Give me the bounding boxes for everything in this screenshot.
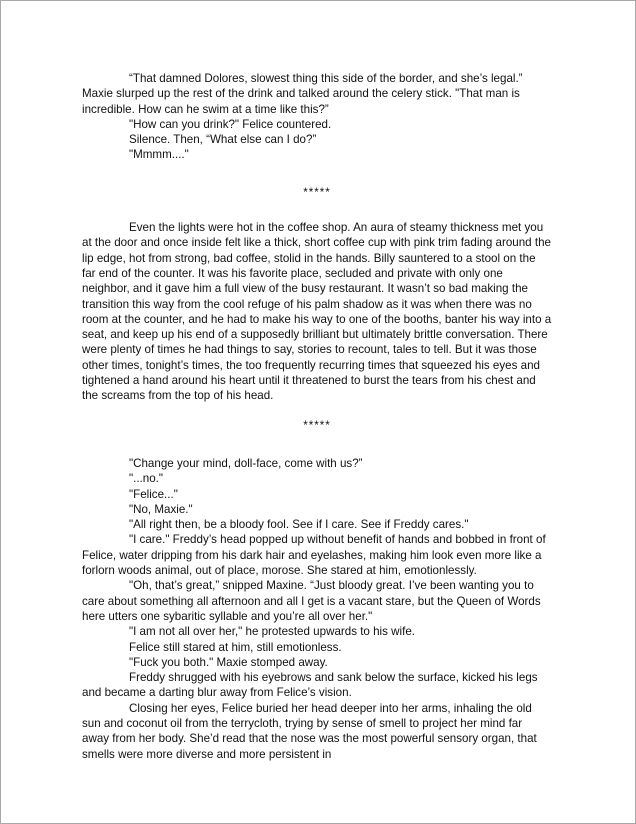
paragraph: "Fuck you both." Maxie stomped away. xyxy=(129,655,328,669)
paragraph: "No, Maxie." xyxy=(129,502,193,516)
paragraph: "Change your mind, doll-face, come with us?” xyxy=(129,456,363,470)
document-body xyxy=(82,71,552,762)
paragraph: "Mmmm...." xyxy=(129,148,189,162)
paragraph: Even the lights were hot in the coffee shop. An aura of steamy thickness met you at the door and once inside felt like a thick, short coffee cup with pink trim fading around the lip edge, hot from strong, bad coffee, stolid in the hands. Billy sauntered to a stool on the far end of the counter. It was his favorite place, secluded and private with only one neighbor, and it gave him a full view of the busy restaurant. It wasn’t so bad making the transition this way from the cool refuge of his palm shadow as it was when there was no room at the counter, and he had to make his way to one of the booths, banter his way into a seat, and keep up his end of a supposedly brilliant but ultimately brittle conversation. There were plenty of times he had things to say, stories to recount, tales to tell. But it was those other times, tonight’s times, the too frequently recurring times that squeezed his eyes and tightened a hand around his heart until it threatened to burst the tears from his chest and the screams from the top of his head. xyxy=(82,221,552,403)
paragraph: “That damned Dolores, slowest thing this side of the border, and she’s legal.” Maxie slurped up the rest of the drink and talked around the celery stick. "That man is incredible. How can he swim at a time like this?” xyxy=(82,72,523,116)
paragraph: "Felice..." xyxy=(129,487,178,501)
paragraph: Closing her eyes, Felice buried her head deeper into her arms, inhaling the old sun and coconut oil from the terrycloth, trying by sense of smell to project her mind far away from her body. She’d read that the nose was the most powerful sensory organ, that smells were more diverse and more persistent in xyxy=(82,701,537,761)
paragraph: "How can you drink?" Felice countered. xyxy=(129,117,332,131)
paragraph: "I care." Freddy’s head popped up without benefit of hands and bobbed in front of Felice, water dripping from his dark hair and eyelashes, making him look even more like a forlorn woods animal, out of place, morose. She stared at him, emotionlessly. xyxy=(82,533,546,578)
paragraph: "All right then, be a bloody fool. See if I care. See if Freddy cares." xyxy=(129,518,469,532)
paragraph: "I am not all over her," he protested upwards to his wife. xyxy=(129,625,415,639)
paragraph: Felice still stared at him, still emotionless. xyxy=(129,640,342,654)
paragraph: "...no." xyxy=(129,472,164,486)
section-separator: ***** xyxy=(303,418,331,432)
paragraph: "Oh, that’s great,” snipped Maxine. “Just bloody great. I’ve been wanting you to care about something all afternoon and all I get is a vacant stare, but the Queen of Words here utters one sybaritic syllable and you’re all over her." xyxy=(82,579,541,623)
section-separator: ***** xyxy=(303,185,331,199)
paragraph: Silence. Then, “What else can I do?” xyxy=(129,133,317,147)
paragraph: Freddy shrugged with his eyebrows and sank below the surface, kicked his legs and became a darting blur away from Felice’s vision. xyxy=(82,671,538,700)
